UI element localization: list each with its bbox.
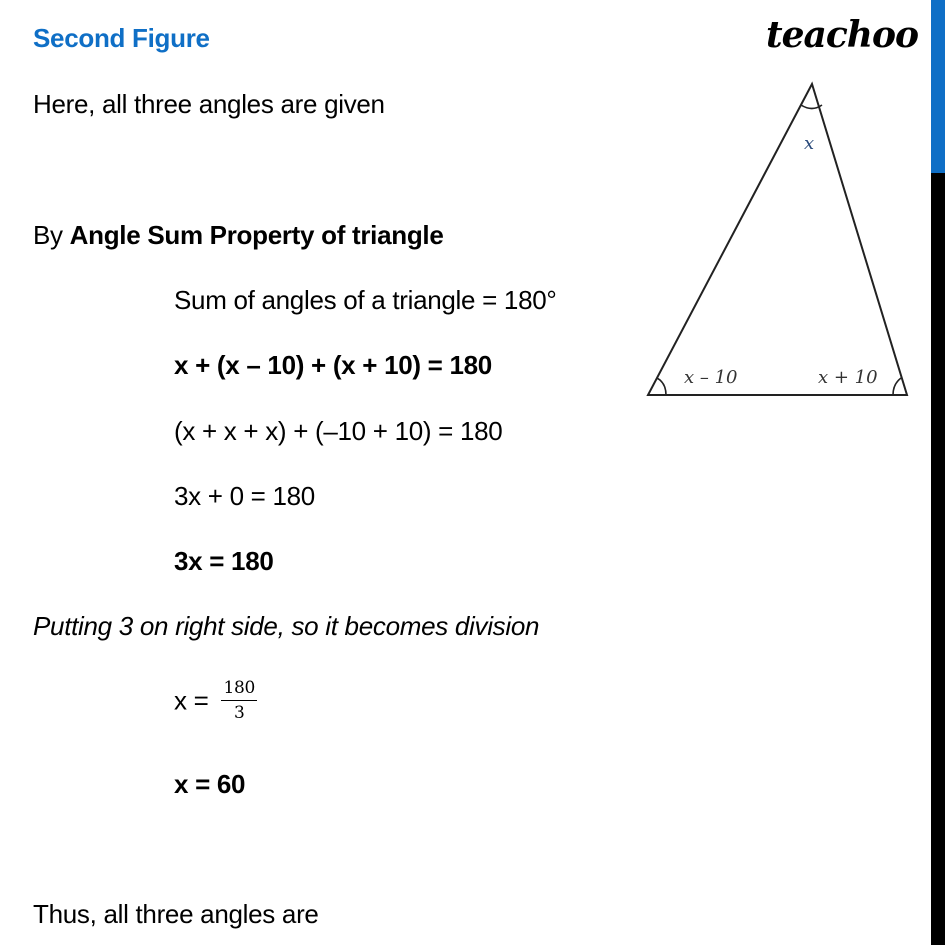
- property-prefix: By: [33, 220, 70, 250]
- conclusion-text: Thus, all three angles are: [33, 899, 319, 929]
- angle-label-bottom-right: x + 10: [818, 367, 878, 388]
- division-note: Putting 3 on right side, so it becomes division: [33, 611, 540, 641]
- teachoo-logo: teachoo: [766, 14, 918, 56]
- step-1: Sum of angles of a triangle = 180°: [174, 285, 557, 315]
- angle-label-top: x: [804, 133, 815, 154]
- step-3: (x + x + x) + (–10 + 10) = 180: [174, 416, 503, 446]
- triangle-shape: [648, 84, 907, 395]
- step-5: 3x = 180: [174, 546, 274, 576]
- intro-text: Here, all three angles are given: [33, 89, 385, 119]
- result-equation: x = 60: [174, 769, 246, 799]
- angle-label-bottom-left: x – 10: [684, 367, 738, 388]
- step-2: x + (x – 10) + (x + 10) = 180: [174, 350, 492, 380]
- page-title: Second Figure: [33, 23, 210, 53]
- step-4: 3x + 0 = 180: [174, 481, 315, 511]
- angle-arc-bottom-left: [657, 378, 666, 395]
- property-name: Angle Sum Property of triangle: [69, 220, 444, 250]
- fraction-denominator: 3: [233, 703, 245, 723]
- fraction-numerator: 180: [221, 678, 257, 701]
- angle-arc-bottom-right: [893, 378, 901, 395]
- division-lhs: x =: [174, 685, 216, 716]
